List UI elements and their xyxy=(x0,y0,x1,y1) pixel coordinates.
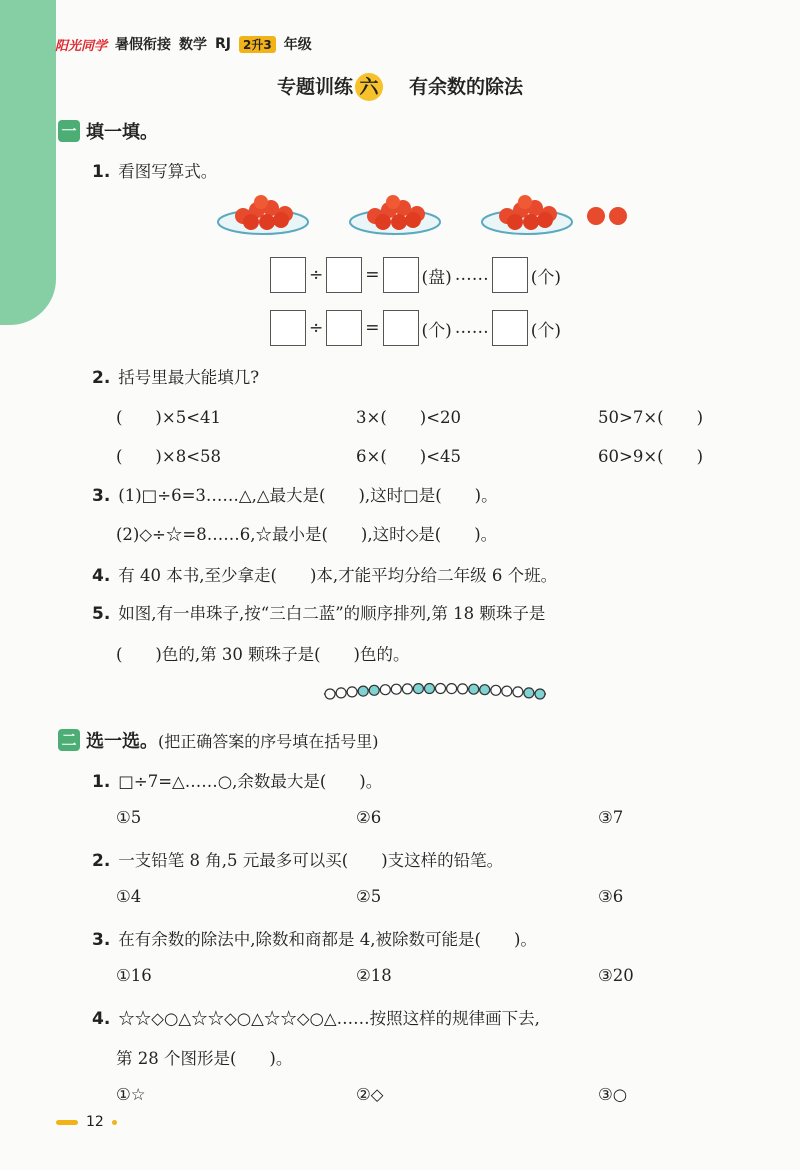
unit-label: (个) xyxy=(530,320,562,341)
question-text: 看图写算式。 xyxy=(118,162,218,181)
unit-label: (盘) xyxy=(421,267,452,288)
option-3[interactable]: ③○ xyxy=(598,1085,628,1104)
inequality-item[interactable]: 6×( )<45 xyxy=(356,447,462,466)
bead-white xyxy=(402,684,412,694)
inequality-item[interactable]: ( )×5<41 xyxy=(116,408,222,427)
inequality-item[interactable]: 3×( )<20 xyxy=(356,408,462,427)
option-1[interactable]: ①☆ xyxy=(116,1085,146,1104)
option-1[interactable]: ①16 xyxy=(116,966,152,985)
question-text: ☆☆◇○△☆☆◇○△☆☆◇○△……按照这样的规律画下去, xyxy=(118,1009,540,1028)
loose-apple xyxy=(609,207,627,225)
plate-2 xyxy=(350,195,440,234)
plate-1 xyxy=(218,195,308,234)
page-title xyxy=(0,72,800,101)
question-text: (1)□÷6=3……△,△最大是( ),这时□是( )。 xyxy=(118,486,498,505)
bead-white xyxy=(502,686,512,696)
question-text: 如图,有一串珠子,按“三白二蓝”的顺序排列,第 18 颗珠子是 xyxy=(118,604,546,623)
bead-blue xyxy=(358,686,368,696)
divide-sign: ÷ xyxy=(309,318,324,338)
brand-logo: 阳光同学 xyxy=(55,38,108,54)
grade-badge: 2升3 xyxy=(239,36,276,53)
question-3 xyxy=(92,482,498,506)
question-text: □÷7=△……○,余数最大是( )。 xyxy=(118,772,383,791)
question-5 xyxy=(92,600,545,624)
bead-blue xyxy=(524,688,534,698)
bead-white xyxy=(447,684,457,694)
option-2[interactable]: ②5 xyxy=(356,887,382,906)
question-number: 3. xyxy=(92,930,111,950)
option-3[interactable]: ③20 xyxy=(598,966,634,985)
option-2[interactable]: ②6 xyxy=(356,808,382,827)
bead-blue xyxy=(369,685,379,695)
section-title: 填一填。 xyxy=(86,122,158,143)
section-multiple-choice xyxy=(58,727,379,753)
question-2 xyxy=(92,364,259,388)
grade-suffix: 年级 xyxy=(283,37,312,53)
bead-white xyxy=(380,685,390,695)
bead-white xyxy=(491,685,501,695)
choice-question-1 xyxy=(92,768,382,792)
remainder-dots: …… xyxy=(454,265,489,285)
question-number: 2. xyxy=(92,851,111,871)
bead-blue xyxy=(425,684,435,694)
subject-label: 数学 xyxy=(179,37,208,53)
option-2[interactable]: ②18 xyxy=(356,966,392,985)
page-number: 12 xyxy=(86,1114,104,1130)
question-number: 1. xyxy=(92,772,111,792)
bead-white xyxy=(513,687,523,697)
question-number: 2. xyxy=(92,368,111,388)
plate-3 xyxy=(482,195,572,234)
bead-white xyxy=(325,689,335,699)
option-2[interactable]: ②◇ xyxy=(356,1085,384,1104)
choice-question-4 xyxy=(92,1005,540,1029)
question-text: 一支铅笔 8 角,5 元最多可以买( )支这样的铅笔。 xyxy=(118,851,504,870)
section-fill-in xyxy=(58,118,158,144)
apple-plates-illustration xyxy=(215,188,635,248)
question-number: 1. xyxy=(92,162,111,182)
divide-sign: ÷ xyxy=(309,265,324,285)
section-number: 二 xyxy=(58,729,80,751)
remainder-dots: …… xyxy=(454,318,489,338)
bead-blue xyxy=(469,684,479,694)
unit-label: (个) xyxy=(530,267,562,288)
question-text: 括号里最大能填几? xyxy=(118,368,260,387)
title-prefix: 专题训练 xyxy=(276,76,353,98)
question-number: 5. xyxy=(92,604,111,624)
answer-box[interactable] xyxy=(383,257,419,293)
bead-white xyxy=(336,688,346,698)
title-number-badge: 六 xyxy=(355,73,383,101)
choice-question-2 xyxy=(92,847,503,871)
footer-dot xyxy=(112,1120,117,1125)
option-3[interactable]: ③7 xyxy=(598,808,624,827)
answer-box[interactable] xyxy=(270,257,306,293)
bead-blue xyxy=(413,684,423,694)
option-3[interactable]: ③6 xyxy=(598,887,624,906)
title-topic: 有余数的除法 xyxy=(409,76,524,98)
book-header xyxy=(55,34,312,54)
equation-2 xyxy=(270,310,561,346)
answer-box[interactable] xyxy=(383,310,419,346)
answer-box[interactable] xyxy=(326,310,362,346)
equals-sign: = xyxy=(365,265,380,285)
section-number: 一 xyxy=(58,120,80,142)
question-text: 有 40 本书,至少拿走( )本,才能平均分给二年级 6 个班。 xyxy=(118,566,558,585)
option-1[interactable]: ①4 xyxy=(116,887,142,906)
question-4 xyxy=(92,562,557,586)
choice-question-4-line-2: 第 28 个图形是( )。 xyxy=(116,1049,293,1068)
answer-box[interactable] xyxy=(492,310,528,346)
inequality-item[interactable]: ( )×8<58 xyxy=(116,447,222,466)
equals-sign: = xyxy=(365,318,380,338)
question-5-line-2: ( )色的,第 30 颗珠子是( )色的。 xyxy=(116,645,410,664)
page-footer xyxy=(56,1114,117,1130)
answer-box[interactable] xyxy=(492,257,528,293)
question-1 xyxy=(92,158,217,182)
inequality-item[interactable]: 50>7×( ) xyxy=(598,408,704,427)
unit-label: (个) xyxy=(421,320,452,341)
loose-apple xyxy=(587,207,605,225)
choice-question-3 xyxy=(92,926,537,950)
equation-1 xyxy=(270,257,561,293)
series-label: 暑假衔接 xyxy=(115,37,172,53)
section-note: (把正确答案的序号填在括号里) xyxy=(158,731,379,751)
bead-white xyxy=(436,684,446,694)
bead-white xyxy=(347,687,357,697)
inequality-item[interactable]: 60>9×( ) xyxy=(598,447,704,466)
bead-string-illustration xyxy=(320,678,550,706)
option-1[interactable]: ①5 xyxy=(116,808,142,827)
edition-label: RJ xyxy=(215,36,232,52)
bead-blue xyxy=(480,685,490,695)
section-title: 选一选。 xyxy=(86,731,158,752)
question-text: 在有余数的除法中,除数和商都是 4,被除数可能是( )。 xyxy=(118,930,537,949)
question-3-part-2: (2)◇÷☆=8……6,☆最小是( ),这时◇是( )。 xyxy=(116,525,498,544)
question-number: 4. xyxy=(92,1009,111,1029)
answer-box[interactable] xyxy=(270,310,306,346)
bead-blue xyxy=(535,689,545,699)
question-number: 3. xyxy=(92,486,111,506)
bead-white xyxy=(391,684,401,694)
bead-white xyxy=(458,684,468,694)
question-number: 4. xyxy=(92,566,111,586)
answer-box[interactable] xyxy=(326,257,362,293)
green-side-tab xyxy=(0,0,56,325)
footer-bar xyxy=(56,1120,78,1125)
